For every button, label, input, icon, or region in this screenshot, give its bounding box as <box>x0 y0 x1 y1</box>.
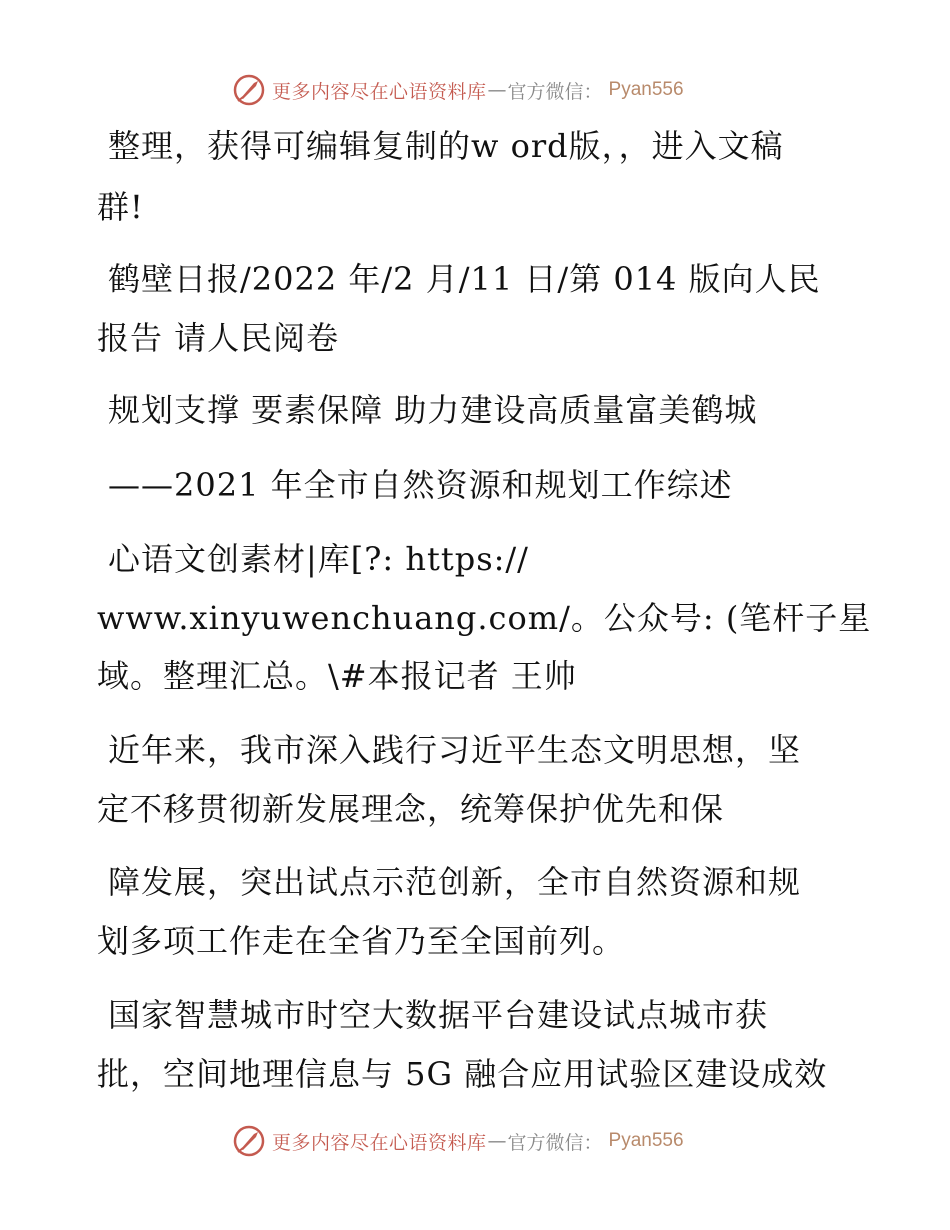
text-line: 国家智慧城市时空大数据平台建设试点城市获 <box>108 996 769 1034</box>
text-line: 划多项工作走在全省乃至全国前列。 <box>97 922 626 960</box>
text-line: 鹤壁日报/2022 年/2 月/11 日/第 014 版向人民 <box>108 260 821 298</box>
text-line: 障发展，突出试点示范创新，全市自然资源和规 <box>108 863 802 901</box>
text-line: 批，空间地理信息与 5G 融合应用试验区建设成效 <box>97 1055 828 1093</box>
text-line: ——2021 年全市自然资源和规划工作综述 <box>108 466 733 504</box>
banner-title: 更多内容尽在心语资料库 <box>272 1131 487 1154</box>
text-line: www.xinyuwenchuang.com/。公众号: (笔杆子星 <box>97 599 872 637</box>
banner-separator: — <box>487 1130 507 1152</box>
text-line: 定不移贯彻新发展理念，统筹保护优先和保 <box>97 790 725 828</box>
text-line: 近年来，我市深入践行习近平生态文明思想，坚 <box>108 731 802 769</box>
text-line: 规划支撑 要素保障 助力建设高质量富美鹤城 <box>108 391 758 429</box>
banner-separator: — <box>487 79 507 101</box>
text-line: 整理，获得可编辑复制的w ord版，，进入文稿 <box>108 127 784 165</box>
text-line: 报告 请人民阅卷 <box>97 319 340 357</box>
banner-title: 更多内容尽在心语资料库 <box>272 80 487 103</box>
banner-wechat-id: Pyan556 <box>608 1130 684 1151</box>
text-line: 域。整理汇总。\#本报记者 王帅 <box>97 657 577 695</box>
text-line: 心语文创素材|库[?: https:// <box>108 540 529 578</box>
banner-wechat-id: Pyan556 <box>608 79 684 100</box>
banner-wechat-label: 官方微信： <box>507 80 603 103</box>
footer-watermark-banner <box>232 1123 752 1159</box>
banner-wechat-label: 官方微信： <box>507 1131 603 1154</box>
text-line: 群! <box>97 188 144 226</box>
feather-pen-logo-icon <box>232 1124 266 1158</box>
